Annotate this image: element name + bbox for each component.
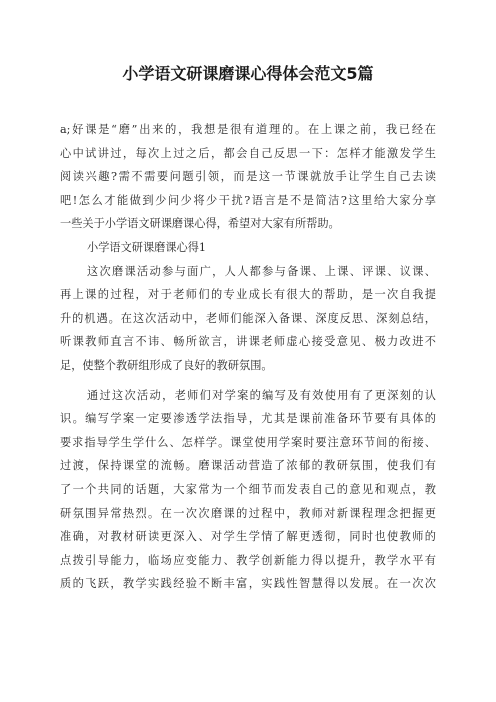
text-line: 升的机遇。在这次活动中，老师们能深入备课、深度反思、深刻总结， xyxy=(60,311,436,325)
text-line: 准确，对教材研读更深入、对学生学情了解更透彻，同时也使教师的 xyxy=(60,530,436,544)
text-line: 通过这次活动，老师们对学案的编写及有效使用有了更深刻的认 xyxy=(87,388,436,402)
text-line: 足，使整个教研组形成了良好的教研氛围。 xyxy=(60,358,273,372)
text-line: 研氛围异常热烈。在一次次磨课的过程中，教师对新课程理念把握更 xyxy=(60,506,436,520)
text-line: 识。编写学案一定要渗透学法指导，尤其是课前准备环节要有具体的 xyxy=(60,412,436,426)
text-line: 吧!怎么才能做到少问少将少干扰?语言是不是简洁?这里给大家分享 xyxy=(60,193,436,207)
text-line: a;好课是“磨”出来的，我想是很有道理的。在上课之前，我已经在 xyxy=(60,123,436,136)
document-body xyxy=(60,118,436,596)
text-line: 一些关于小学语文研课磨课心得，希望对大家有所帮助。 xyxy=(60,217,340,231)
section-heading: 小学语文研课磨课心得1 xyxy=(87,240,206,254)
text-line: 这次磨课活动参与面广，人人都参与备课、上课、评课、议课、 xyxy=(87,264,436,278)
text-line: 过渡，保持课堂的流畅。磨课活动营造了浓郁的教研氛围，使我们有 xyxy=(60,459,436,473)
text-line: 听课教师直言不讳、畅所欲言，讲课老师虚心接受意见、极力改进不 xyxy=(60,335,436,349)
text-line: 要求指导学生学什么、怎样学。课堂使用学案时要注意环节间的衔接、 xyxy=(60,435,436,449)
text-line: 质的飞跃，教学实践经验不断丰富，实践性智慧得以发展。在一次次 xyxy=(60,577,436,591)
text-line: 了一个共同的话题，大家常为一个细节而发表自己的意见和观点，教 xyxy=(60,482,436,496)
document-title: 小学语文研课磨课心得体会范文5篇 xyxy=(122,64,374,83)
text-line: 再上课的过程，对于老师们的专业成长有很大的帮助，是一次自我提 xyxy=(60,288,436,302)
text-line: 点拨引导能力，临场应变能力、教学创新能力得以提升，教学水平有 xyxy=(60,553,436,567)
text-line: 阅读兴趣?需不需要问题引领，而是这一节课就放手让学生自己去读 xyxy=(60,170,436,184)
text-line: 心中试讲过，每次上过之后，都会自己反思一下：怎样才能激发学生 xyxy=(60,146,436,160)
